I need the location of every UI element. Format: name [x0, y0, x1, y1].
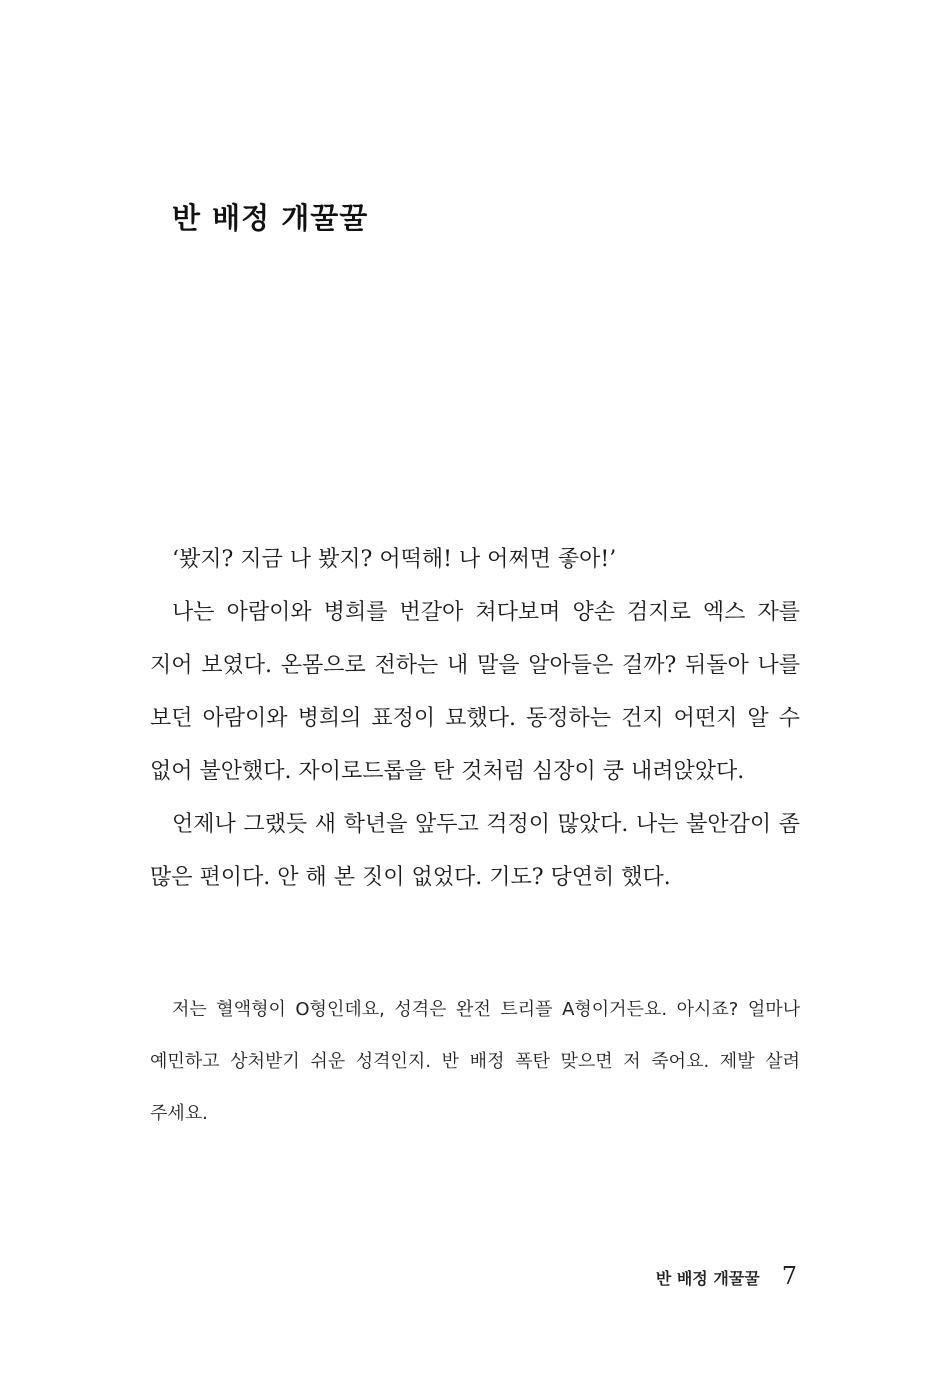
page-footer	[656, 1262, 797, 1290]
chapter-title: 반 배정 개꿀꿀	[172, 201, 369, 235]
page-number: 7	[781, 1262, 797, 1290]
running-title: 반 배정 개꿀꿀	[655, 1269, 760, 1288]
body-paragraph: ‘봤지? 지금 나 봤지? 어떡해! 나 어쩌면 좋아!’	[172, 547, 617, 572]
prayer-note: 저는 혈액형이 O형인데요, 성격은 완전 트리플 A형이거든요. 아시죠? 얼마나 예민하고 상처받기 쉬운 성격인지. 반 배정 폭탄 맞으면 저 죽어요. 제발 살려 주세요.	[150, 999, 800, 1124]
body-text	[150, 533, 800, 904]
body-paragraph: 나는 아람이와 병희를 번갈아 쳐다보며 양손 검지로 엑스 자를 지어 보였다. 온몸으로 전하는 내 말을 알아들은 걸까? 뒤돌아 나를 보던 아람이와 병희의 표정이 묘했다. 동정하는 건지 어떤지 알 수 없어 불안했다. 자이로드롭을 탄 것처럼 심장이 쿵 내려앉았다.	[150, 600, 800, 784]
body-paragraph: 언제나 그랬듯 새 학년을 앞두고 걱정이 많았다. 나는 불안감이 좀 많은 편이다. 안 해 본 짓이 없었다. 기도? 당연히 했다.	[150, 812, 800, 890]
